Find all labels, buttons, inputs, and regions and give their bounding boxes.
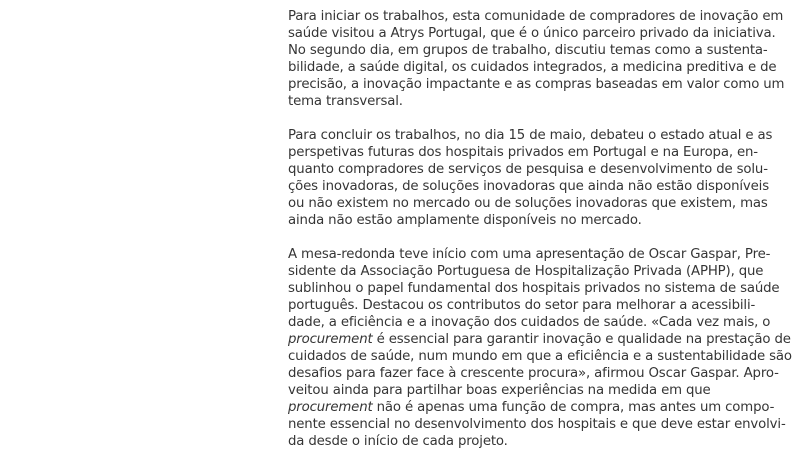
text-line: ções inovadoras, de soluções inovadoras que ainda não estão disponíveis [288,179,769,194]
text-line: perspetivas futuras dos hospitais privados em Portugal e na Europa, en- [288,145,758,160]
text-line: sublinhou o papel fundamental dos hospitais privados no sistema de saúde [288,281,780,296]
text-line: precisão, a inovação impactante e as compras baseadas em valor como um [288,77,785,92]
text-line: No segundo dia, em grupos de trabalho, discutiu temas como a sustenta- [288,43,768,58]
text-span: é essencial para garantir inovação e qualidade na prestação de [372,332,791,347]
italic-term: procurement [288,400,373,415]
article-body [288,8,792,450]
text-line: cuidados de saúde, num mundo em que a eficiência e a sustentabilidade são [288,349,792,364]
text-line: A mesa-redonda teve início com uma apresentação de Oscar Gaspar, Pre- [288,247,771,262]
text-line: desafios para fazer face à crescente procura», afirmou Oscar Gaspar. Apro- [288,366,779,381]
paragraph-3 [288,246,792,450]
text-line: veitou ainda para partilhar boas experiências na medida em que [288,383,711,398]
text-line: ainda não estão amplamente disponíveis no mercado. [288,213,642,228]
text-line: nente essencial no desenvolvimento dos hospitais e que deve estar envolvi- [288,417,786,432]
text-line: saúde visitou a Atrys Portugal, que é o único parceiro privado da iniciativa. [288,26,776,41]
italic-term: procurement [288,332,373,347]
text-line: quanto compradores de serviços de pesquisa e desenvolvimento de solu- [288,162,768,177]
text-line: bilidade, a saúde digital, os cuidados integrados, a medicina preditiva e de [288,60,777,75]
text-line [288,399,775,416]
text-line: português. Destacou os contributos do setor para melhorar a acessibili- [288,298,756,313]
text-line: Para concluir os trabalhos, no dia 15 de maio, debateu o estado atual e as [288,128,773,143]
text-line: ou não existem no mercado ou de soluções inovadoras que existem, mas [288,196,768,211]
paragraph-2 [288,127,773,229]
text-line: sidente da Associação Portuguesa de Hospitalização Privada (APHP), que [288,264,764,279]
text-line: dade, a eficiência e a inovação dos cuidados de saúde. «Cada vez mais, o [288,315,771,330]
text-line [288,331,791,348]
text-span: não é apenas uma função de compra, mas antes um compo- [372,400,775,415]
text-line: da desde o início de cada projeto. [288,434,508,449]
text-line: tema transversal. [288,94,403,109]
text-line: Para iniciar os trabalhos, esta comunidade de compradores de inovação em [288,9,784,24]
paragraph-1 [288,8,785,110]
